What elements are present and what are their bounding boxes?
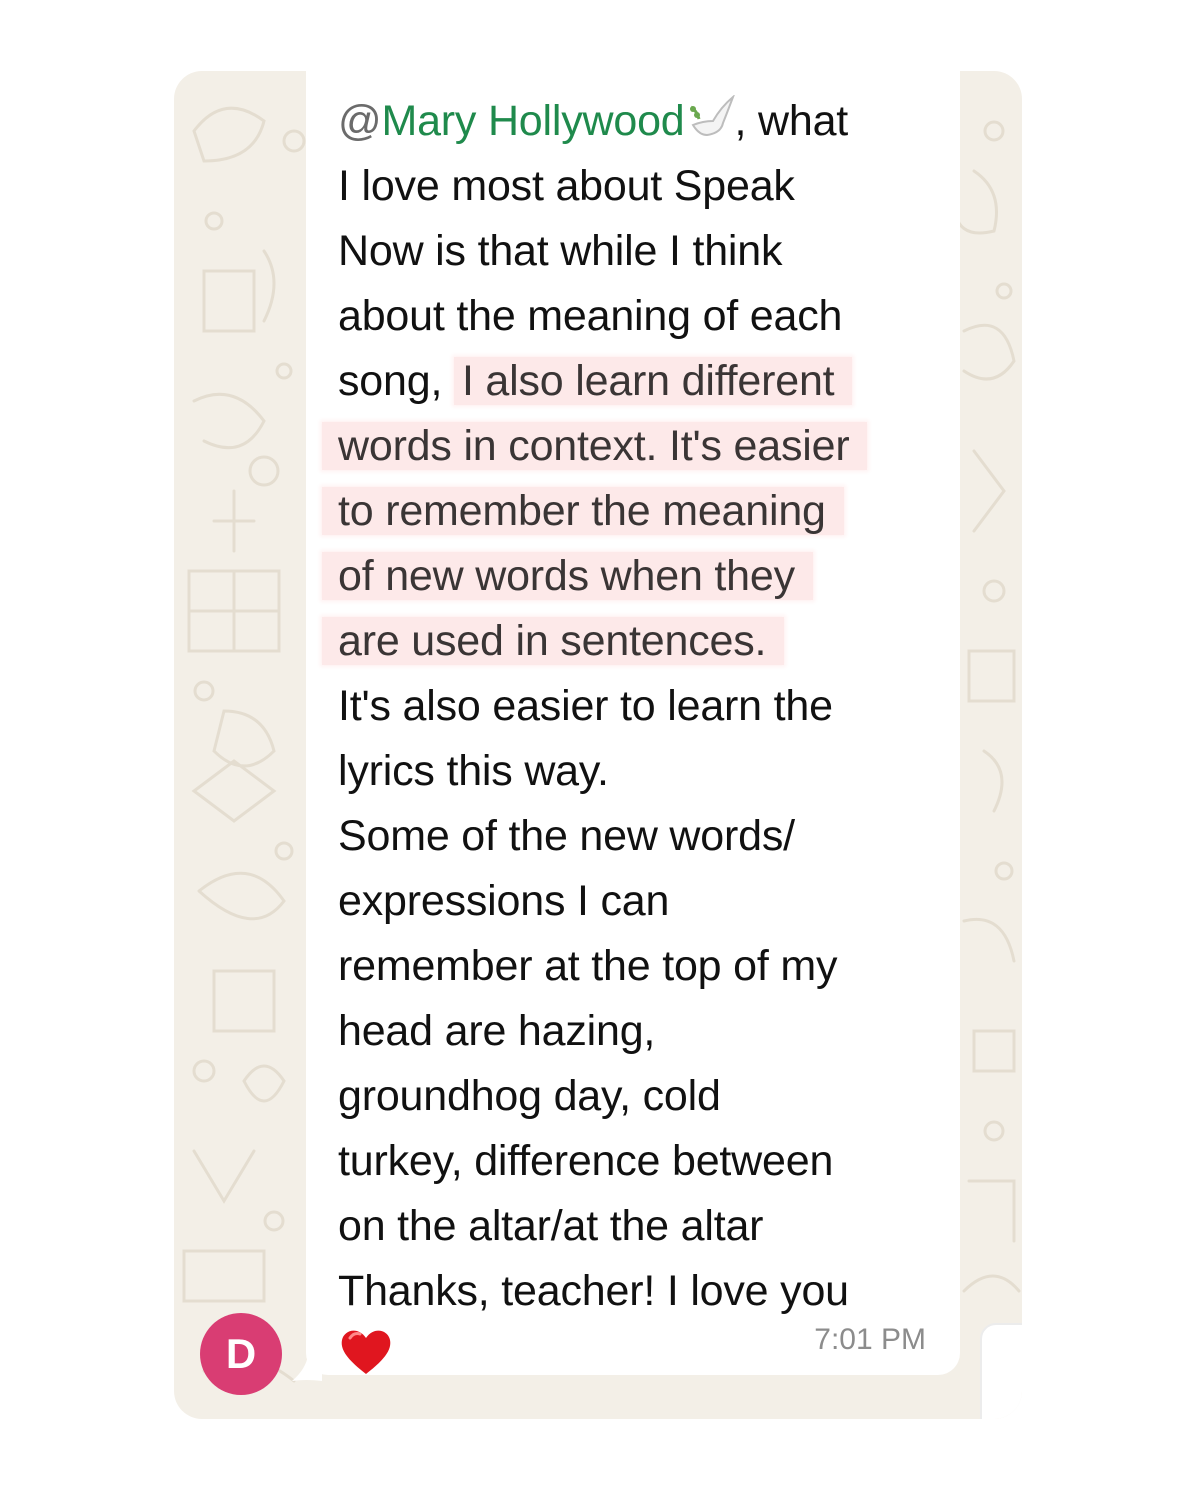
- highlighted-text: to remember the meaning: [322, 487, 844, 535]
- message-line: [338, 89, 938, 154]
- message-line: expressions I can: [338, 877, 670, 925]
- highlighted-text: words in context. It's easier: [322, 422, 867, 470]
- message-line: head are hazing,: [338, 1007, 656, 1055]
- message-line: I love most about Speak: [338, 162, 795, 210]
- next-message-bubble[interactable]: [980, 1323, 1022, 1419]
- message-timestamp: 7:01 PM: [814, 1323, 926, 1356]
- highlighted-text: of new words when they: [322, 552, 813, 600]
- message-line: Some of the new words/: [338, 812, 795, 860]
- mention-name[interactable]: Mary Hollywood: [381, 97, 685, 145]
- message-line: [338, 479, 938, 544]
- message-line: about the meaning of each: [338, 292, 843, 340]
- message-text: [338, 89, 938, 1393]
- heart-icon: [338, 1324, 394, 1380]
- avatar-initial: D: [225, 1330, 257, 1377]
- highlighted-text: are used in sentences.: [322, 617, 784, 665]
- message-line: remember at the top of my: [338, 942, 838, 990]
- message-line: [338, 609, 938, 674]
- message-line: Thanks, teacher! I love you: [338, 1267, 849, 1315]
- message-line: [338, 544, 938, 609]
- highlighted-text: I also learn different: [454, 357, 852, 405]
- message-bubble[interactable]: [306, 71, 960, 1375]
- message-text-fragment: , what: [734, 97, 849, 145]
- message-line: on the altar/at the altar: [338, 1202, 764, 1250]
- message-line: groundhog day, cold: [338, 1072, 721, 1120]
- mention-at-sign: @: [338, 97, 382, 145]
- message-line: Now is that while I think: [338, 227, 783, 275]
- message-text-fragment: song,: [338, 357, 454, 405]
- chat-window: [174, 71, 1022, 1419]
- message-line: lyrics this way.: [338, 747, 609, 795]
- message-line: It's also easier to learn the: [338, 682, 833, 730]
- message-line: [338, 414, 938, 479]
- dove-icon: [685, 95, 735, 141]
- avatar[interactable]: [200, 1313, 282, 1395]
- message-line: [338, 349, 938, 414]
- message-line: turkey, difference between: [338, 1137, 834, 1185]
